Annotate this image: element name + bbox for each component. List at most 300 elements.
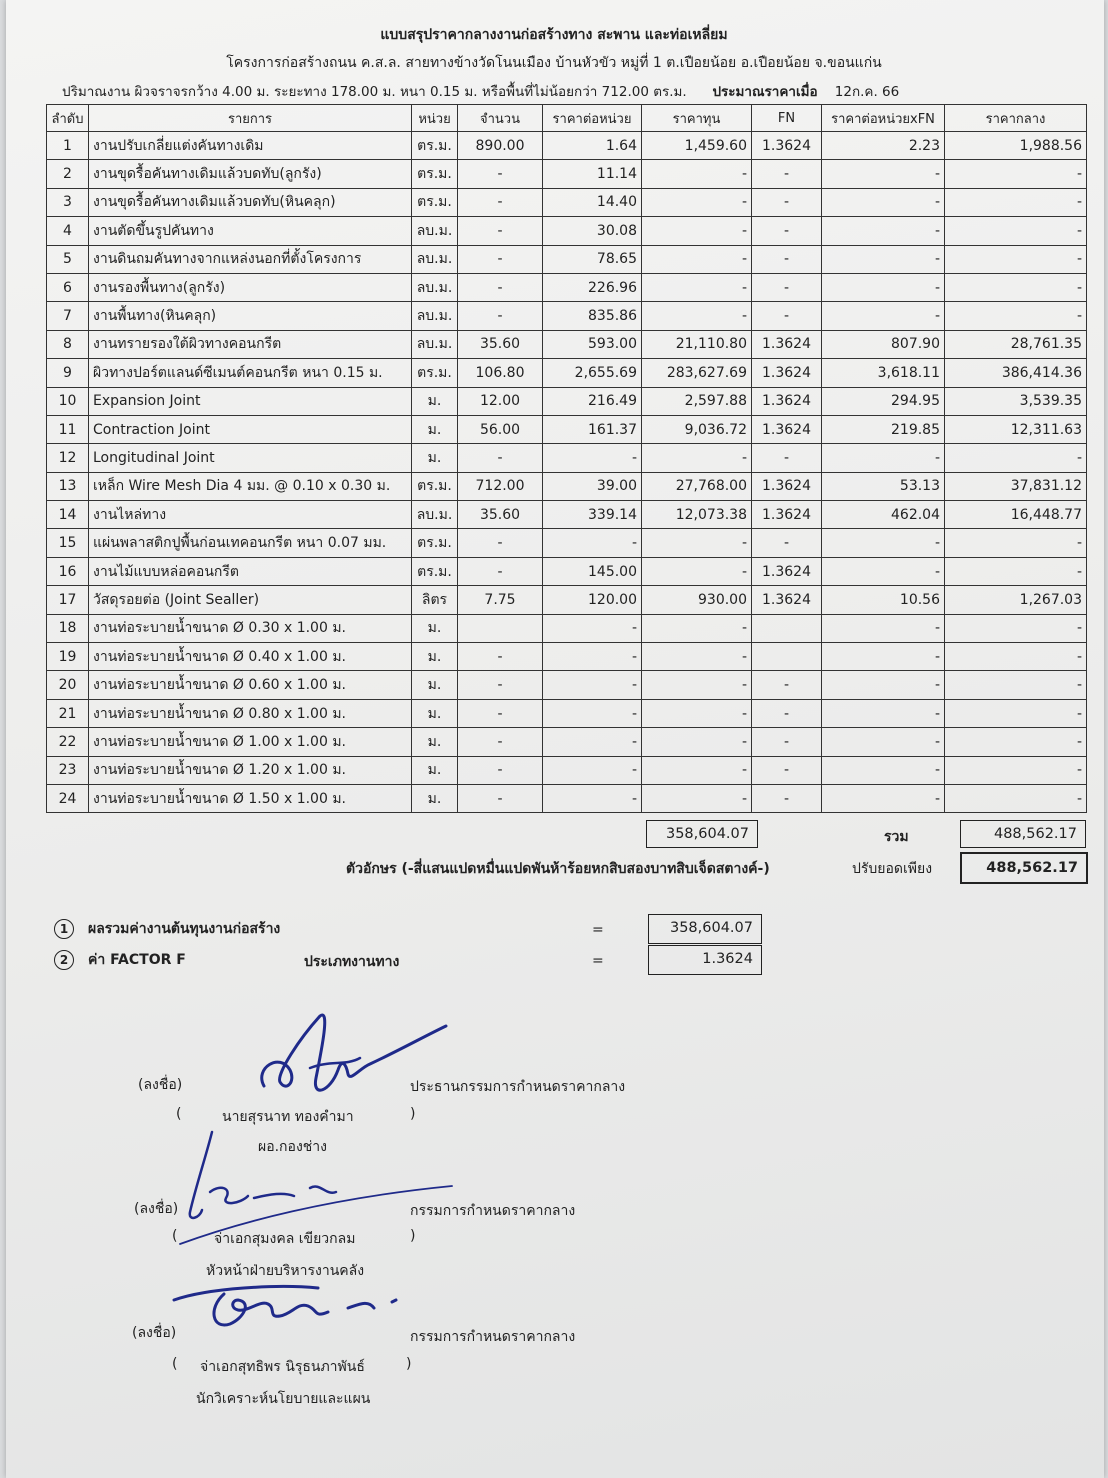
row-item: งานปรับเกลี่ยแต่งคันทางเดิม: [89, 132, 412, 160]
row-unit-price-factor: 10.56: [822, 586, 945, 614]
estimate-label: ประมาณราคาเมื่อ: [712, 84, 818, 100]
row-item: งานท่อระบายน้ำขนาด Ø 1.20 x 1.00 ม.: [89, 756, 412, 784]
row-unit-price-factor: 219.85: [822, 415, 945, 443]
row-unit-price: 39.00: [543, 472, 642, 500]
row-item: แผ่นพลาสติกปูพื้นก่อนเทคอนกรีต หนา 0.07 มม.: [89, 529, 412, 557]
row-qty: -: [458, 699, 543, 727]
cost-total-box: [646, 820, 758, 848]
sign-close-2: ): [410, 1228, 416, 1244]
handwritten-signature-1: [250, 1008, 460, 1118]
row-median-price: 12,311.63: [945, 415, 1087, 443]
table-row: [47, 529, 1087, 557]
row-unit-price-factor: 462.04: [822, 501, 945, 529]
row-qty: -: [458, 273, 543, 301]
row-unit: ม.: [412, 756, 458, 784]
row-item: งานดินถมคันทางจากแหล่งนอกที่ตั้งโครงการ: [89, 245, 412, 273]
sign-role-3: กรรมการกำหนดราคากลาง: [410, 1329, 576, 1345]
row-cost: -: [642, 784, 752, 812]
estimate-date: 12ก.ค. 66: [834, 84, 900, 100]
summary-item-2-eq: =: [592, 953, 604, 969]
row-item: งานท่อระบายน้ำขนาด Ø 0.80 x 1.00 ม.: [89, 699, 412, 727]
row-cost: -: [642, 643, 752, 671]
row-unit-price: -: [543, 699, 642, 727]
row-cost: 1,459.60: [642, 132, 752, 160]
row-factor: -: [752, 217, 822, 245]
row-median-price: -: [945, 160, 1087, 188]
row-unit: ม.: [412, 415, 458, 443]
row-factor: -: [752, 273, 822, 301]
row-qty: 890.00: [458, 132, 543, 160]
row-median-price: 16,448.77: [945, 501, 1087, 529]
row-median-price: 3,539.35: [945, 387, 1087, 415]
row-cost: -: [642, 557, 752, 585]
sign-label-3: (ลงชื่อ): [132, 1325, 177, 1341]
row-no: 1: [47, 132, 89, 160]
row-unit-price-factor: -: [822, 671, 945, 699]
table-row: [47, 643, 1087, 671]
project-line: โครงการก่อสร้างถนน ค.ส.ล. สายทางข้างวัดโนนเมือง บ้านหัวขัว หมู่ที่ 1 ต.เปือยน้อย อ.เปือยน้อย จ.ขอนแก่น: [226, 55, 882, 71]
row-factor: 1.3624: [752, 330, 822, 358]
row-qty: 106.80: [458, 359, 543, 387]
row-median-price: 386,414.36: [945, 359, 1087, 387]
row-unit-price: -: [543, 444, 642, 472]
row-cost: -: [642, 756, 752, 784]
row-cost: -: [642, 614, 752, 642]
row-qty: -: [458, 557, 543, 585]
row-unit-price: 78.65: [543, 245, 642, 273]
row-unit: ลบ.ม.: [412, 273, 458, 301]
row-median-price: -: [945, 444, 1087, 472]
table-row: [47, 472, 1087, 500]
row-unit: ตร.ม.: [412, 529, 458, 557]
row-qty: 7.75: [458, 586, 543, 614]
row-qty: -: [458, 728, 543, 756]
row-no: 14: [47, 501, 89, 529]
table-row: [47, 614, 1087, 642]
row-factor: 1.3624: [752, 387, 822, 415]
row-item: งานท่อระบายน้ำขนาด Ø 0.30 x 1.00 ม.: [89, 614, 412, 642]
sign-name-1: นายสุรนาท ทองคำมา: [222, 1109, 354, 1125]
row-cost: -: [642, 728, 752, 756]
row-unit-price-factor: 294.95: [822, 387, 945, 415]
row-median-price: -: [945, 643, 1087, 671]
row-no: 12: [47, 444, 89, 472]
col-qty: จำนวน: [458, 105, 543, 132]
table-row: [47, 557, 1087, 585]
row-factor: 1.3624: [752, 586, 822, 614]
row-unit-price-factor: -: [822, 557, 945, 585]
row-no: 8: [47, 330, 89, 358]
sign-position-3: นักวิเคราะห์นโยบายและแผน: [196, 1391, 371, 1407]
row-factor: -: [752, 671, 822, 699]
sign-name-2: จ่าเอกสุมงคล เขียวกลม: [214, 1231, 356, 1247]
table-row: [47, 160, 1087, 188]
row-qty: -: [458, 245, 543, 273]
row-cost: -: [642, 699, 752, 727]
row-no: 9: [47, 359, 89, 387]
row-unit-price: 226.96: [543, 273, 642, 301]
row-no: 21: [47, 699, 89, 727]
summary-item-2: [54, 949, 186, 971]
sign-role-2: กรรมการกำหนดราคากลาง: [410, 1203, 576, 1219]
table-row: [47, 217, 1087, 245]
row-qty: 56.00: [458, 415, 543, 443]
row-cost: -: [642, 273, 752, 301]
row-no: 2: [47, 160, 89, 188]
row-median-price: -: [945, 699, 1087, 727]
row-cost: 27,768.00: [642, 472, 752, 500]
row-factor: 1.3624: [752, 132, 822, 160]
row-factor: -: [752, 160, 822, 188]
table-row: [47, 273, 1087, 301]
row-cost: 283,627.69: [642, 359, 752, 387]
row-median-price: 1,267.03: [945, 586, 1087, 614]
summary-item-2-value: 1.3624: [702, 951, 753, 967]
row-unit-price: 2,655.69: [543, 359, 642, 387]
row-item: Longitudinal Joint: [89, 444, 412, 472]
row-unit-price-factor: 2.23: [822, 132, 945, 160]
row-qty: 35.60: [458, 330, 543, 358]
sign-position-2: หัวหน้าฝ่ายบริหารงานคลัง: [206, 1263, 365, 1279]
row-factor: -: [752, 699, 822, 727]
row-item: งานพื้นทาง(หินคลุก): [89, 302, 412, 330]
number-badge: 2: [54, 950, 74, 970]
row-no: 6: [47, 273, 89, 301]
table-row: [47, 728, 1087, 756]
row-qty: -: [458, 756, 543, 784]
row-unit: ตร.ม.: [412, 132, 458, 160]
row-item: งานท่อระบายน้ำขนาด Ø 0.60 x 1.00 ม.: [89, 671, 412, 699]
row-factor: 1.3624: [752, 415, 822, 443]
row-item: งานท่อระบายน้ำขนาด Ø 1.50 x 1.00 ม.: [89, 784, 412, 812]
row-no: 11: [47, 415, 89, 443]
row-no: 24: [47, 784, 89, 812]
row-unit-price: -: [543, 643, 642, 671]
row-qty: -: [458, 529, 543, 557]
row-qty: 12.00: [458, 387, 543, 415]
row-unit-price: -: [543, 756, 642, 784]
row-cost: -: [642, 671, 752, 699]
row-unit: ตร.ม.: [412, 188, 458, 216]
table-row: [47, 699, 1087, 727]
sign-position-1: ผอ.กองช่าง: [258, 1139, 327, 1155]
row-unit-price-factor: -: [822, 217, 945, 245]
row-factor: [752, 643, 822, 671]
row-cost: 2,597.88: [642, 387, 752, 415]
row-factor: 1.3624: [752, 359, 822, 387]
row-cost: -: [642, 160, 752, 188]
row-unit-price: 120.00: [543, 586, 642, 614]
row-item: เหล็ก Wire Mesh Dia 4 มม. @ 0.10 x 0.30 ม.: [89, 472, 412, 500]
row-unit-price: -: [543, 784, 642, 812]
sign-open-3: (: [172, 1356, 178, 1372]
row-unit: ลิตร: [412, 586, 458, 614]
summary-item-1-eq: =: [592, 922, 604, 938]
cost-total: 358,604.07: [665, 826, 749, 842]
sign-open-2: (: [172, 1228, 178, 1244]
table-row: [47, 245, 1087, 273]
row-item: Contraction Joint: [89, 415, 412, 443]
row-qty: -: [458, 643, 543, 671]
row-no: 22: [47, 728, 89, 756]
sum-value: 488,562.17: [993, 826, 1077, 842]
table-row: [47, 784, 1087, 812]
row-unit: ลบ.ม.: [412, 245, 458, 273]
row-unit: ม.: [412, 671, 458, 699]
row-no: 3: [47, 188, 89, 216]
row-unit-price: 145.00: [543, 557, 642, 585]
row-median-price: -: [945, 728, 1087, 756]
quantity-line: [62, 80, 899, 102]
row-unit: ตร.ม.: [412, 359, 458, 387]
sign-label-1: (ลงชื่อ): [138, 1077, 183, 1093]
handwritten-signature-3: [168, 1278, 408, 1338]
sign-close-3: ): [406, 1356, 412, 1372]
row-item: วัสดุรอยต่อ (Joint Sealler): [89, 586, 412, 614]
row-cost: 12,073.38: [642, 501, 752, 529]
row-factor: -: [752, 756, 822, 784]
col-unit: หน่วย: [412, 105, 458, 132]
row-unit: ลบ.ม.: [412, 217, 458, 245]
row-unit-price-factor: 807.90: [822, 330, 945, 358]
row-unit: ม.: [412, 614, 458, 642]
row-unit-price-factor: -: [822, 444, 945, 472]
row-factor: -: [752, 245, 822, 273]
summary-item-2-label: ค่า FACTOR F: [88, 952, 186, 968]
row-cost: 930.00: [642, 586, 752, 614]
row-unit: ตร.ม.: [412, 160, 458, 188]
row-no: 4: [47, 217, 89, 245]
row-qty: -: [458, 160, 543, 188]
number-badge: 1: [54, 919, 74, 939]
row-unit-price-factor: -: [822, 756, 945, 784]
row-qty: -: [458, 671, 543, 699]
row-median-price: -: [945, 614, 1087, 642]
row-no: 18: [47, 614, 89, 642]
row-median-price: -: [945, 245, 1087, 273]
row-unit: ม.: [412, 387, 458, 415]
row-factor: -: [752, 302, 822, 330]
row-cost: 9,036.72: [642, 415, 752, 443]
adjust-value: 488,562.17: [986, 860, 1078, 876]
row-unit: ม.: [412, 728, 458, 756]
row-median-price: -: [945, 756, 1087, 784]
row-no: 10: [47, 387, 89, 415]
row-unit: ม.: [412, 699, 458, 727]
row-qty: 712.00: [458, 472, 543, 500]
row-qty: -: [458, 784, 543, 812]
row-factor: 1.3624: [752, 472, 822, 500]
row-item: งานไหล่ทาง: [89, 501, 412, 529]
row-qty: 35.60: [458, 501, 543, 529]
summary-item-1-label: ผลรวมค่างานต้นทุนงานก่อสร้าง: [88, 921, 281, 937]
sum-box: [960, 820, 1086, 848]
row-item: ผิวทางปอร์ตแลนด์ซีเมนต์คอนกรีต หนา 0.15 ม.: [89, 359, 412, 387]
row-median-price: 28,761.35: [945, 330, 1087, 358]
row-cost: -: [642, 529, 752, 557]
row-median-price: -: [945, 302, 1087, 330]
row-qty: -: [458, 444, 543, 472]
row-no: 5: [47, 245, 89, 273]
row-median-price: -: [945, 671, 1087, 699]
row-unit: ตร.ม.: [412, 472, 458, 500]
table-row: [47, 586, 1087, 614]
row-factor: -: [752, 444, 822, 472]
adjust-label: ปรับยอดเพียง: [852, 861, 933, 877]
row-unit-price: 339.14: [543, 501, 642, 529]
row-no: 23: [47, 756, 89, 784]
row-unit-price-factor: -: [822, 160, 945, 188]
row-cost: 21,110.80: [642, 330, 752, 358]
row-median-price: -: [945, 784, 1087, 812]
row-unit-price: -: [543, 671, 642, 699]
row-factor: -: [752, 188, 822, 216]
row-unit-price-factor: -: [822, 188, 945, 216]
row-unit-price-factor: 3,618.11: [822, 359, 945, 387]
table-row: [47, 359, 1087, 387]
summary-item-1-value: 358,604.07: [669, 920, 753, 936]
row-factor: 1.3624: [752, 501, 822, 529]
row-median-price: -: [945, 188, 1087, 216]
table-row: [47, 302, 1087, 330]
summary-item-2-type: ประเภทงานทาง: [304, 954, 400, 970]
row-unit: ลบ.ม.: [412, 330, 458, 358]
sign-label-2: (ลงชื่อ): [134, 1201, 179, 1217]
table-row: [47, 756, 1087, 784]
row-no: 13: [47, 472, 89, 500]
table-row: [47, 330, 1087, 358]
quantity-text: ปริมาณงาน ผิวจราจรกว้าง 4.00 ม. ระยะทาง 178.00 ม. หนา 0.15 ม. หรือพื้นที่ไม่น้อยกว่า 712.00 ตร.ม.: [62, 84, 687, 100]
row-median-price: 37,831.12: [945, 472, 1087, 500]
row-qty: -: [458, 188, 543, 216]
table-row: [47, 188, 1087, 216]
row-unit-price-factor: -: [822, 614, 945, 642]
price-table: [46, 104, 1087, 813]
summary-item-1: [54, 918, 280, 940]
row-factor: 1.3624: [752, 557, 822, 585]
row-unit-price-factor: -: [822, 529, 945, 557]
document-title: แบบสรุปราคากลางงานก่อสร้างทาง สะพาน และท่อเหลี่ยม: [380, 27, 728, 43]
row-qty: [458, 614, 543, 642]
row-unit-price-factor: -: [822, 728, 945, 756]
table-row: [47, 671, 1087, 699]
row-item: งานรองพื้นทาง(ลูกรัง): [89, 273, 412, 301]
row-no: 19: [47, 643, 89, 671]
row-unit-price: 1.64: [543, 132, 642, 160]
row-factor: -: [752, 728, 822, 756]
row-unit-price: 11.14: [543, 160, 642, 188]
col-factor: FN: [752, 105, 822, 132]
row-item: งานท่อระบายน้ำขนาด Ø 0.40 x 1.00 ม.: [89, 643, 412, 671]
sign-open-1: (: [176, 1106, 182, 1122]
row-unit-price: 161.37: [543, 415, 642, 443]
row-unit-price-factor: -: [822, 302, 945, 330]
row-cost: -: [642, 444, 752, 472]
row-unit-price-factor: 53.13: [822, 472, 945, 500]
row-median-price: 1,988.56: [945, 132, 1087, 160]
row-unit-price: 14.40: [543, 188, 642, 216]
row-no: 7: [47, 302, 89, 330]
row-no: 17: [47, 586, 89, 614]
sign-name-3: จ่าเอกสุทธิพร นิรุธนภาพันธ์: [200, 1359, 365, 1375]
row-item: งานท่อระบายน้ำขนาด Ø 1.00 x 1.00 ม.: [89, 728, 412, 756]
row-unit-price-factor: -: [822, 643, 945, 671]
row-cost: -: [642, 302, 752, 330]
table-row: [47, 415, 1087, 443]
row-item: งานตัดขึ้นรูปคันทาง: [89, 217, 412, 245]
row-median-price: -: [945, 557, 1087, 585]
handwritten-signature-2: [160, 1126, 460, 1246]
row-unit: ม.: [412, 643, 458, 671]
sum-label: รวม: [884, 829, 909, 845]
row-unit-price-factor: -: [822, 245, 945, 273]
row-unit-price: -: [543, 529, 642, 557]
row-item: งานไม้แบบหล่อคอนกรีต: [89, 557, 412, 585]
table-header-row: [47, 105, 1087, 132]
row-qty: -: [458, 302, 543, 330]
row-cost: -: [642, 245, 752, 273]
row-item: งานขุดรื้อคันทางเดิมแล้วบดทับ(ลูกรัง): [89, 160, 412, 188]
summary-item-1-box: [648, 914, 762, 944]
row-cost: -: [642, 217, 752, 245]
row-item: งานทรายรองใต้ผิวทางคอนกรีต: [89, 330, 412, 358]
col-item: รายการ: [89, 105, 412, 132]
table-row: [47, 132, 1087, 160]
adjust-box: [960, 852, 1088, 884]
row-unit-price: -: [543, 614, 642, 642]
row-median-price: -: [945, 217, 1087, 245]
col-no: ลำดับ: [47, 105, 89, 132]
row-factor: [752, 614, 822, 642]
row-unit-price: 30.08: [543, 217, 642, 245]
row-unit-price: -: [543, 728, 642, 756]
row-no: 15: [47, 529, 89, 557]
col-unit-price: ราคาต่อหน่วย: [543, 105, 642, 132]
summary-item-2-box: [648, 945, 762, 975]
table-row: [47, 387, 1087, 415]
row-unit-price-factor: -: [822, 784, 945, 812]
row-item: Expansion Joint: [89, 387, 412, 415]
row-factor: -: [752, 529, 822, 557]
sign-close-1: ): [410, 1106, 416, 1122]
row-factor: -: [752, 784, 822, 812]
row-qty: -: [458, 217, 543, 245]
row-unit-price-factor: -: [822, 699, 945, 727]
table-row: [47, 444, 1087, 472]
row-cost: -: [642, 188, 752, 216]
table-row: [47, 501, 1087, 529]
row-unit: ม.: [412, 444, 458, 472]
row-unit: ม.: [412, 784, 458, 812]
row-unit-price: 835.86: [543, 302, 642, 330]
col-median-price: ราคากลาง: [945, 105, 1087, 132]
row-unit: ตร.ม.: [412, 557, 458, 585]
row-unit: ลบ.ม.: [412, 501, 458, 529]
row-unit-price: 216.49: [543, 387, 642, 415]
sign-role-1: ประธานกรรมการกำหนดราคากลาง: [410, 1079, 626, 1095]
amount-in-words: ตัวอักษร (-สี่แสนแปดหมื่นแปดพันห้าร้อยหกสิบสองบาทสิบเจ็ดสตางค์-): [346, 861, 770, 877]
row-unit-price: 593.00: [543, 330, 642, 358]
col-unit-price-factor: ราคาต่อหน่วยxFN: [822, 105, 945, 132]
row-median-price: -: [945, 273, 1087, 301]
col-cost: ราคาทุน: [642, 105, 752, 132]
row-no: 16: [47, 557, 89, 585]
row-median-price: -: [945, 529, 1087, 557]
row-item: งานขุดรื้อคันทางเดิมแล้วบดทับ(หินคลุก): [89, 188, 412, 216]
row-no: 20: [47, 671, 89, 699]
row-unit: ลบ.ม.: [412, 302, 458, 330]
row-unit-price-factor: -: [822, 273, 945, 301]
